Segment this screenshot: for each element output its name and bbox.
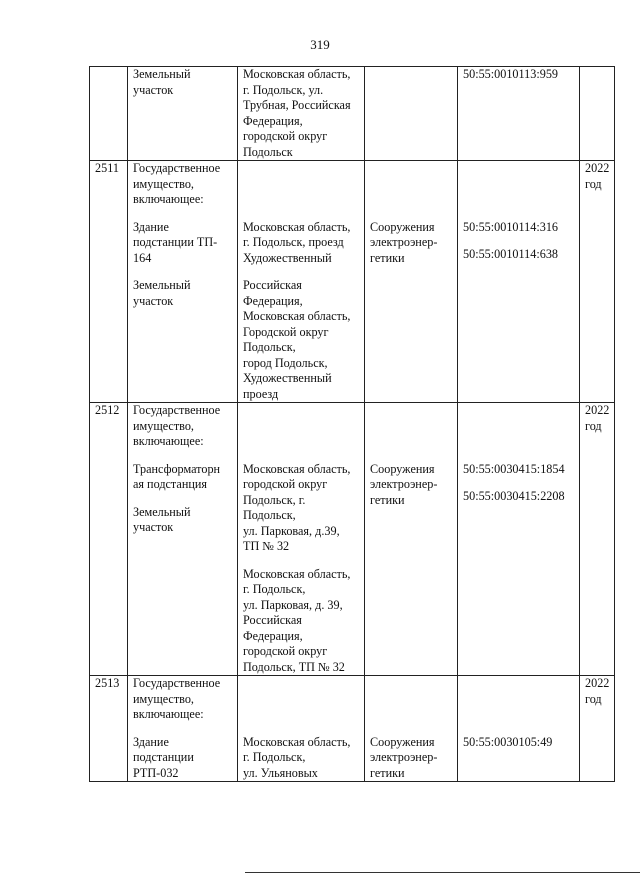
cadastral-cell <box>458 67 580 161</box>
purpose-cell <box>365 676 458 782</box>
item-name: Земельный участок <box>133 67 191 97</box>
purpose-cell <box>365 403 458 676</box>
item-address: Российская Федерация, Московская область, Городской округ Подольск, город Подольск, Художественный проезд <box>243 278 351 401</box>
table-row <box>90 161 615 403</box>
item-address: Московская область, г. Подольск, ул. Ульяновых <box>243 734 351 780</box>
row-number-cell <box>90 676 128 782</box>
item-name: Здание подстанции ТП- 164 <box>133 219 218 265</box>
item-address: Московская область, г. Подольск, проезд Художественный <box>243 219 351 265</box>
cadastral-cell <box>458 676 580 782</box>
item-purpose: Сооружения электроэнер- гетики <box>370 219 438 265</box>
item-name: Трансформаторн ая подстанция <box>133 461 221 491</box>
purpose-cell <box>365 161 458 403</box>
cadastral-number: 50:55:0010114:316 <box>463 219 559 234</box>
item-name: Земельный участок <box>133 278 191 308</box>
row-number-cell <box>90 161 128 403</box>
item-name: Земельный участок <box>133 504 191 534</box>
page-number: 319 <box>310 37 330 52</box>
item-name-cell <box>128 403 238 676</box>
year: 2022 год <box>585 676 610 706</box>
page-edge-line <box>245 872 640 873</box>
item-purpose: Сооружения электроэнер- гетики <box>370 734 438 780</box>
address-cell <box>238 676 365 782</box>
year-cell <box>580 676 615 782</box>
property-table <box>89 66 615 782</box>
address-cell <box>238 161 365 403</box>
cadastral-cell <box>458 403 580 676</box>
group-header: Государственное имущество, включающее: <box>133 403 221 448</box>
item-address: Московская область, г. Подольск, ул. Трубная, Российская Федерация, городской округ Подольск <box>243 67 351 159</box>
table-row <box>90 403 615 676</box>
cadastral-number: 50:55:0010113:959 <box>463 67 559 81</box>
address-cell <box>238 403 365 676</box>
group-header: Государственное имущество, включающее: <box>133 676 221 721</box>
item-name-cell <box>128 161 238 403</box>
item-address: Московская область, г. Подольск, ул. Парковая, д. 39, Российская Федерация, городской округ Подольск, ТП № 32 <box>243 566 351 674</box>
item-name-cell <box>128 67 238 161</box>
cadastral-number: 50:55:0030415:2208 <box>463 489 565 503</box>
table-row <box>90 676 615 782</box>
purpose-cell <box>365 67 458 161</box>
row-number-cell <box>90 67 128 161</box>
row-number: 2513 <box>95 676 120 690</box>
year-cell <box>580 67 615 161</box>
year-cell <box>580 161 615 403</box>
item-name-cell <box>128 676 238 782</box>
group-header: Государственное имущество, включающее: <box>133 161 221 206</box>
row-number-cell <box>90 403 128 676</box>
table-row <box>90 67 615 161</box>
cadastral-number: 50:55:0010114:638 <box>463 247 559 261</box>
item-purpose: Сооружения электроэнер- гетики <box>370 461 438 507</box>
item-address: Московская область, городской округ Подольск, г. Подольск, ул. Парковая, д.39, ТП № 32 <box>243 461 351 553</box>
year: 2022 год <box>585 161 610 191</box>
year-cell <box>580 403 615 676</box>
cadastral-number: 50:55:0030105:49 <box>463 734 553 749</box>
row-number: 2511 <box>95 161 119 175</box>
address-cell <box>238 67 365 161</box>
cadastral-number: 50:55:0030415:1854 <box>463 461 565 476</box>
row-number: 2512 <box>95 403 120 417</box>
cadastral-cell <box>458 161 580 403</box>
item-name: Здание подстанции РТП-032 <box>133 734 194 780</box>
year: 2022 год <box>585 403 610 433</box>
